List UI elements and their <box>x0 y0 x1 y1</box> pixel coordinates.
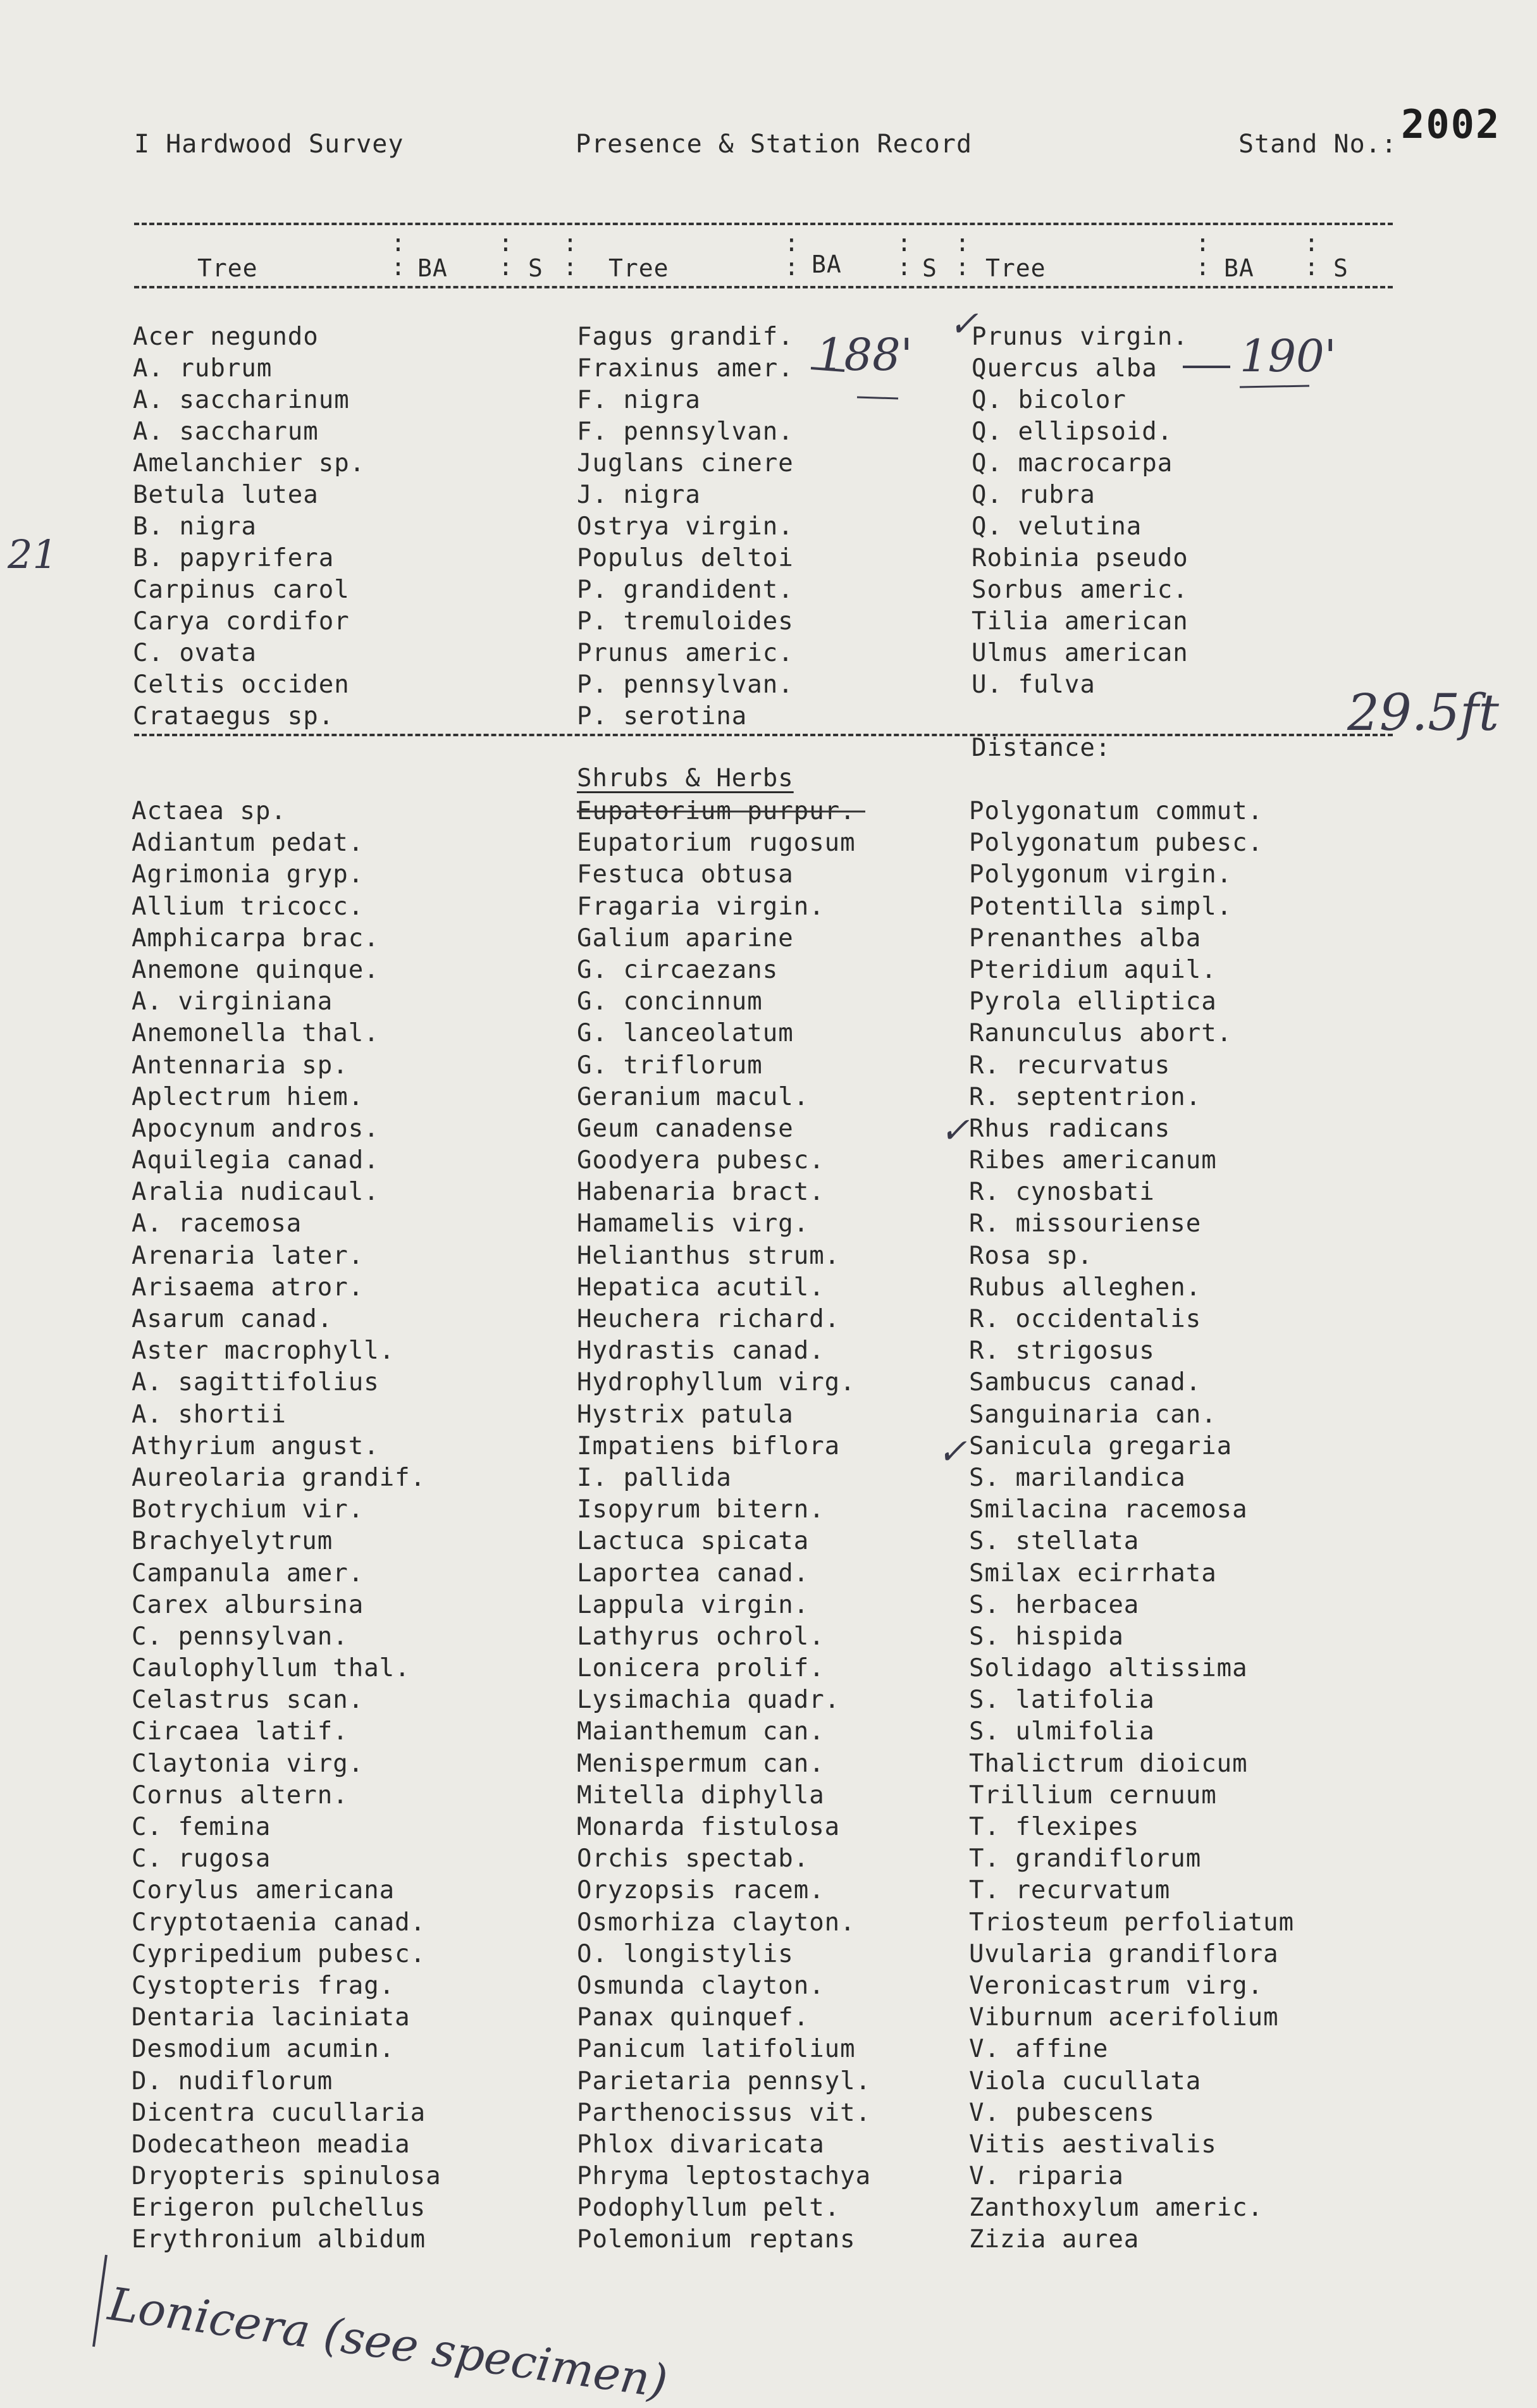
herb-species-item: Aster macrophyll. <box>132 1337 395 1366</box>
herb-species-item: Polygonatum commut. <box>969 797 1264 825</box>
tree-species-item: A. rubrum <box>133 354 273 383</box>
herb-species-item: Sambucus canad. <box>969 1368 1202 1397</box>
herb-species-item: Rosa sp. <box>969 1241 1093 1270</box>
header-colon: : <box>955 229 970 257</box>
herb-species-item: Pteridium aquil. <box>969 955 1217 984</box>
header-colon: : <box>1304 253 1319 281</box>
header-colon: : <box>955 253 970 281</box>
herb-species-item: Isopyrum bitern. <box>577 1495 825 1524</box>
herb-species-item: C. femina <box>132 1813 271 1841</box>
tree-header-1: Tree <box>197 254 258 282</box>
header-colon: : <box>563 253 578 281</box>
herb-species-item: S. stellata <box>969 1527 1140 1556</box>
herb-species-item: Lathyrus ochrol. <box>577 1622 825 1651</box>
herb-species-item: Rubus alleghen. <box>969 1273 1202 1302</box>
herb-species-item: Hamamelis virg. <box>577 1209 810 1238</box>
herb-species-item: Polygonatum pubesc. <box>969 829 1264 858</box>
herb-species-item: Agrimonia gryp. <box>132 860 364 889</box>
herb-species-item: Anemone quinque. <box>132 955 380 984</box>
herb-species-item: A. shortii <box>132 1400 287 1429</box>
herb-species-item: Panax quinquef. <box>577 2003 810 2032</box>
stand-number-stamp: 2002 <box>1401 101 1501 147</box>
tree-species-item: B. papyrifera <box>133 544 335 572</box>
s-header-3: S <box>1333 254 1349 282</box>
tree-species-item: Carya cordifor <box>133 607 350 636</box>
herb-species-item: Botrychium vir. <box>132 1495 364 1524</box>
herb-species-item: Cornus altern. <box>132 1781 349 1810</box>
herb-species-item: Podophyllum pelt. <box>577 2194 841 2223</box>
herb-species-item: Habenaria bract. <box>577 1178 825 1207</box>
tree-species-item: Fagus grandif. <box>577 323 794 351</box>
herb-species-item: S. latifolia <box>969 1686 1155 1715</box>
herb-species-item: Helianthus strum. <box>577 1241 841 1270</box>
herb-species-item: Hepatica acutil. <box>577 1273 825 1302</box>
herb-species-item: Adiantum pedat. <box>132 829 364 858</box>
herb-species-item: Athyrium angust. <box>132 1431 380 1460</box>
herb-species-item: Arisaema atror. <box>132 1273 364 1302</box>
herb-species-item: R. strigosus <box>969 1337 1155 1366</box>
ba-header-1: BA <box>417 254 448 282</box>
tree-species-item: Carpinus carol <box>133 576 350 604</box>
header-colon: : <box>563 229 578 257</box>
tree-species-item: Betula lutea <box>133 481 319 509</box>
shrubs-herbs-heading: Shrubs & Herbs <box>577 764 794 793</box>
header-colon: : <box>784 229 799 257</box>
herb-species-item: A. sagittifolius <box>132 1368 380 1397</box>
tree-species-item: Fraxinus amer. <box>577 354 794 383</box>
header-colon: : <box>498 229 514 257</box>
herb-species-item: Lactuca spicata <box>577 1527 810 1556</box>
herb-species-item: Rhus radicans <box>969 1114 1171 1143</box>
header-colon: : <box>391 253 406 281</box>
herb-species-item: Brachyelytrum <box>132 1527 333 1556</box>
herb-species-item: Sanguinaria can. <box>969 1400 1217 1429</box>
herb-species-item: Desmodium acumin. <box>132 2035 395 2064</box>
herb-species-item: T. grandiflorum <box>969 1844 1202 1874</box>
herb-species-item: S. ulmifolia <box>969 1717 1155 1746</box>
herb-species-item: Caulophyllum thal. <box>132 1654 410 1683</box>
header-colon: : <box>391 229 406 257</box>
tree-species-item: C. ovata <box>133 639 257 667</box>
ba-header-2: BA <box>812 250 842 278</box>
herb-species-item: G. triflorum <box>577 1051 763 1080</box>
herb-species-item: Erigeron pulchellus <box>132 2194 426 2223</box>
header-colon: : <box>1195 229 1211 257</box>
herb-species-item: Oryzopsis racem. <box>577 1876 825 1905</box>
herb-species-item: Hydrophyllum virg. <box>577 1368 856 1397</box>
herb-species-item: Goodyera pubesc. <box>577 1146 825 1175</box>
herb-species-item: Aralia nudicaul. <box>132 1178 380 1207</box>
herb-species-item: Thalictrum dioicum <box>969 1749 1248 1778</box>
herb-species-item: A. virginiana <box>132 987 333 1016</box>
herb-species-item: Mitella diphylla <box>577 1781 825 1810</box>
tree-species-item: Prunus americ. <box>577 639 794 667</box>
herb-species-item: Eupatorium purpur. <box>577 797 856 825</box>
herb-species-item: Geum canadense <box>577 1114 794 1143</box>
herb-species-item: Heuchera richard. <box>577 1305 841 1333</box>
herb-species-item: Corylus americana <box>132 1876 395 1905</box>
herb-species-item: Cystopteris frag. <box>132 1971 395 2000</box>
tree-species-item: Tilia american <box>972 607 1188 636</box>
herb-species-item: Monarda fistulosa <box>577 1813 841 1841</box>
tree-species-item: U. fulva <box>972 670 1096 699</box>
herb-species-item: Laportea canad. <box>577 1559 810 1588</box>
tree-species-item: A. saccharum <box>133 417 319 446</box>
header-colon: : <box>784 253 799 281</box>
herb-species-item: Dryopteris spinulosa <box>132 2162 441 2191</box>
record-title: Presence & Station Record <box>576 130 973 159</box>
handwritten-quercus-distance: 190' <box>1240 330 1336 382</box>
tree-species-item: F. nigra <box>577 386 701 414</box>
herb-species-item: Aquilegia canad. <box>132 1146 380 1175</box>
tree-species-item: Robinia pseudo <box>972 544 1188 572</box>
distance-label: Distance: <box>972 734 1111 762</box>
herb-species-item: V. pubescens <box>969 2098 1155 2127</box>
herb-species-item: Asarum canad. <box>132 1305 333 1333</box>
tree-species-item: P. grandident. <box>577 576 794 604</box>
tree-species-item: B. nigra <box>133 512 257 541</box>
herb-species-item: Hystrix patula <box>577 1400 794 1429</box>
herb-species-item: Solidago altissima <box>969 1654 1248 1683</box>
herb-species-item: Circaea latif. <box>132 1717 349 1746</box>
header-colon: : <box>897 253 912 281</box>
herb-species-item: Claytonia virg. <box>132 1749 364 1778</box>
herb-species-item: Polygonum virgin. <box>969 860 1233 889</box>
herb-species-item: Celastrus scan. <box>132 1686 364 1715</box>
herb-species-item: Fragaria virgin. <box>577 892 825 921</box>
herb-species-item: Impatiens biflora <box>577 1431 841 1460</box>
herb-species-item: C. pennsylvan. <box>132 1622 349 1651</box>
tree-species-item: Q. bicolor <box>972 386 1127 414</box>
tree-species-item: F. pennsylvan. <box>577 417 794 446</box>
herb-species-item: Allium tricocc. <box>132 892 364 921</box>
tree-species-item: Celtis occiden <box>133 670 350 699</box>
tree-species-item: Juglans cinere <box>577 449 794 478</box>
herb-species-item: Vitis aestivalis <box>969 2130 1217 2159</box>
herb-species-item: O. longistylis <box>577 1939 794 1968</box>
herb-species-item: Trillium cernuum <box>969 1781 1217 1810</box>
s-header-2: S <box>922 254 937 282</box>
herb-species-item: Cypripedium pubesc. <box>132 1939 426 1968</box>
herb-species-item: Osmunda clayton. <box>577 1971 825 2000</box>
handwritten-distance-value: 29.5ft <box>1347 683 1499 742</box>
herb-species-item: Aureolaria grandif. <box>132 1463 426 1492</box>
herb-species-item: R. occidentalis <box>969 1305 1202 1333</box>
header-colon: : <box>498 253 514 281</box>
header-colon: : <box>1304 229 1319 257</box>
herb-species-item: T. recurvatum <box>969 1876 1171 1905</box>
herb-species-item: Orchis spectab. <box>577 1844 810 1874</box>
herb-species-item: Festuca obtusa <box>577 860 794 889</box>
herb-species-item: Amphicarpa brac. <box>132 923 380 953</box>
herb-species-item: Osmorhiza clayton. <box>577 1908 856 1937</box>
herb-species-item: Carex albursina <box>132 1590 364 1619</box>
tree-species-item: P. pennsylvan. <box>577 670 794 699</box>
herb-species-item: G. lanceolatum <box>577 1019 794 1048</box>
herb-species-item: Lappula virgin. <box>577 1590 810 1619</box>
herb-species-item: Viburnum acerifolium <box>969 2003 1279 2032</box>
check-mark-icon: ✓ <box>940 1110 970 1151</box>
herb-species-item: Geranium macul. <box>577 1082 810 1111</box>
herb-species-item: D. nudiflorum <box>132 2066 333 2096</box>
herb-species-item: Prenanthes alba <box>969 923 1202 953</box>
herb-species-item: R. septentrion. <box>969 1082 1202 1111</box>
tree-species-item: Crataegus sp. <box>133 702 335 731</box>
handwritten-margin-number: 21 <box>8 531 58 577</box>
tree-header-2: Tree <box>608 254 669 282</box>
herb-species-item: Dicentra cucullaria <box>132 2098 426 2127</box>
herb-species-item: Triosteum perfoliatum <box>969 1908 1295 1937</box>
tree-species-item: Q. velutina <box>972 512 1142 541</box>
check-mark-icon: ✓ <box>937 1431 967 1473</box>
tree-header-3: Tree <box>985 254 1046 282</box>
herb-species-item: T. flexipes <box>969 1813 1140 1841</box>
herb-species-item: Antennaria sp. <box>132 1051 349 1080</box>
herb-species-item: Ribes americanum <box>969 1146 1217 1175</box>
tree-species-item: Ostrya virgin. <box>577 512 794 541</box>
header-colon: : <box>897 229 912 257</box>
herb-species-item: Pyrola elliptica <box>969 987 1217 1016</box>
handwritten-underline <box>857 397 898 398</box>
tree-species-item: J. nigra <box>577 481 701 509</box>
tree-species-item: Prunus virgin. <box>972 323 1188 351</box>
herb-species-item: Zizia aurea <box>969 2225 1140 2254</box>
s-header-1: S <box>528 254 543 282</box>
tree-species-item: P. tremuloides <box>577 607 794 636</box>
herb-species-item: Viola cucullata <box>969 2066 1202 2096</box>
herb-species-item: Veronicastrum virg. <box>969 1971 1264 2000</box>
herb-species-item: Galium aparine <box>577 923 794 953</box>
herb-species-item: S. hispida <box>969 1622 1124 1651</box>
herb-species-item: Lysimachia quadr. <box>577 1686 841 1715</box>
check-mark-icon: ✓ <box>949 304 978 345</box>
herb-species-item: Anemonella thal. <box>132 1019 380 1048</box>
herb-species-item: I. pallida <box>577 1463 732 1492</box>
herb-species-item: C. rugosa <box>132 1844 271 1874</box>
herb-species-item: Actaea sp. <box>132 797 287 825</box>
herb-species-item: Ranunculus abort. <box>969 1019 1233 1048</box>
handwritten-stroke <box>94 2255 106 2347</box>
herb-species-item: Apocynum andros. <box>132 1114 380 1143</box>
herb-species-item: Cryptotaenia canad. <box>132 1908 426 1937</box>
herb-species-item: G. concinnum <box>577 987 763 1016</box>
herb-species-item: S. herbacea <box>969 1590 1140 1619</box>
herb-species-item: V. riparia <box>969 2162 1124 2191</box>
herb-species-item: A. racemosa <box>132 1209 302 1238</box>
tree-species-item: Ulmus american <box>972 639 1188 667</box>
herb-species-item: Smilax ecirrhata <box>969 1559 1217 1588</box>
herb-species-item: Parietaria pennsyl. <box>577 2066 872 2096</box>
header-colon: : <box>1195 253 1211 281</box>
tree-species-item: Q. macrocarpa <box>972 449 1173 478</box>
herb-species-item: Dentaria laciniata <box>132 2003 410 2032</box>
handwritten-fraxinus-distance: 188' <box>816 329 913 381</box>
herb-species-item: Maianthemum can. <box>577 1717 825 1746</box>
handwritten-bottom-note: Lonicera (see specimen) <box>105 2277 671 2408</box>
survey-title: I Hardwood Survey <box>134 130 404 159</box>
herb-species-item: V. affine <box>969 2035 1109 2064</box>
herb-species-item: R. missouriense <box>969 1209 1202 1238</box>
herb-species-item: R. cynosbati <box>969 1178 1155 1207</box>
herb-species-item: Phryma leptostachya <box>577 2162 872 2191</box>
herb-species-item: S. marilandica <box>969 1463 1186 1492</box>
herb-species-item: Dodecatheon meadia <box>132 2130 410 2159</box>
herb-species-item: Phlox divaricata <box>577 2130 825 2159</box>
tree-species-item: P. serotina <box>577 702 748 731</box>
ba-header-3: BA <box>1224 254 1254 282</box>
herb-species-item: Smilacina racemosa <box>969 1495 1248 1524</box>
herb-species-item: Polemonium reptans <box>577 2225 856 2254</box>
handwritten-underline <box>1240 386 1309 387</box>
herb-species-item: Lonicera prolif. <box>577 1654 825 1683</box>
tree-species-item: Populus deltoi <box>577 544 794 572</box>
herb-species-item: Campanula amer. <box>132 1559 364 1588</box>
herb-species-item: Sanicula gregaria <box>969 1431 1233 1460</box>
herb-species-item: Hydrastis canad. <box>577 1337 825 1366</box>
herb-species-item: Aplectrum hiem. <box>132 1082 364 1111</box>
herb-species-item: Uvularia grandiflora <box>969 1939 1279 1968</box>
tree-species-item: Acer negundo <box>133 323 319 351</box>
herb-species-item: R. recurvatus <box>969 1051 1171 1080</box>
tree-species-item: Sorbus americ. <box>972 576 1188 604</box>
herb-species-item: Arenaria later. <box>132 1241 364 1270</box>
herb-species-item: G. circaezans <box>577 955 779 984</box>
tree-species-item: Q. ellipsoid. <box>972 417 1173 446</box>
tree-species-item: Amelanchier sp. <box>133 449 366 478</box>
herb-species-item: Potentilla simpl. <box>969 892 1233 921</box>
herb-species-item: Zanthoxylum americ. <box>969 2194 1264 2223</box>
herb-species-item: Eupatorium rugosum <box>577 829 856 858</box>
herb-species-item: Panicum latifolium <box>577 2035 856 2064</box>
tree-species-item: Quercus alba <box>972 354 1157 383</box>
tree-species-item: Q. rubra <box>972 481 1096 509</box>
stand-number-label: Stand No.: <box>1238 130 1397 159</box>
herb-species-item: Menispermum can. <box>577 1749 825 1778</box>
herb-species-item: Erythronium albidum <box>132 2225 426 2254</box>
tree-species-item: A. saccharinum <box>133 386 350 414</box>
herb-species-item: Parthenocissus vit. <box>577 2098 872 2127</box>
